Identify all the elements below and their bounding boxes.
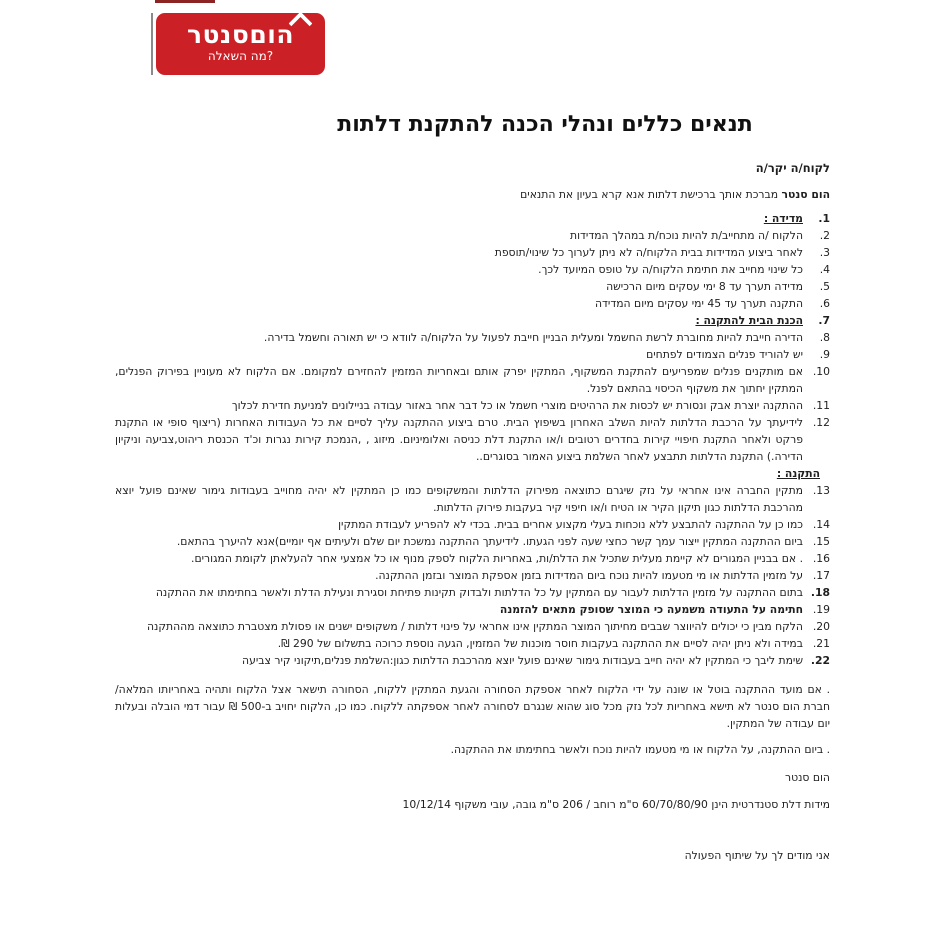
term-item-text: כמו כן על ההתקנה להתבצע ללא נוכחות בעלי מקצוע אחרים בבית. בכדי לא להפריע לעבודת המתקין [338, 518, 803, 531]
term-item-text: בתום ההתקנה על מזמין הדלתות לעבור עם המתקין על כל הדלתות ולבדוק תקינות פתיחת וסגירת ונעילת הדלת ולאשר בחתימתו את ההתקנה [155, 586, 803, 599]
closing-paragraph: . ביום ההתקנה, על הלקוח או מי מטעמו להיות נוכח ולאשר בחתימתו את ההתקנה. [450, 743, 830, 756]
page-title: תנאים כללים ונהלי הכנה להתקנת דלתות [337, 112, 753, 137]
intro-text: מברכת אותך ברכישת דלתות אנא קרא בעיון את התנאים [520, 188, 779, 201]
term-item-number: 16. [812, 552, 830, 565]
term-item-text: כל שינוי מחייב את חתימת הלקוח/ה על טופס המיועד לכך. [538, 263, 803, 276]
term-item-text: התקנה תערך עד 45 ימי עסקים מיום המדידה [594, 297, 803, 310]
greeting-line: לקוח/ה יקר/ה [755, 161, 830, 175]
term-item-number: 19. [812, 603, 830, 616]
term-item-text: הכנת הבית להתקנה : [695, 314, 803, 327]
logo-divider-line [151, 13, 153, 75]
intro-line [115, 186, 830, 203]
term-item-number: 6. [819, 297, 830, 310]
logo-brand-text: הוםסנטר [186, 20, 294, 49]
term-item-text: ביום ההתקנה המתקין ייצור עמך קשר כחצי שעה לפני הגעתו. לידיעתך ההתקנה נמשכת יום שלם ולעיתים אף יומיים)אנא להיערך בהתאם. [176, 535, 803, 548]
term-item-text: שימת ליבך כי המתקין לא יהיה חייב בעבודות גימור שאינם פועל יוצא מהרכבת הדלתות כגון:השלמת פנלים,תיקוני קיר צביעה [242, 654, 803, 667]
term-item [115, 346, 830, 363]
term-item-number: 13. [812, 484, 830, 497]
term-item-number: 14. [812, 518, 830, 531]
term-item-number: 15. [812, 535, 830, 548]
term-item-text: במידה ולא ניתן יהיה לסיים את ההתקנה בעקבות חוסר מוכנות של המזמין, הגעה נוספת כרוכה בתשלום של 290 ₪. [277, 637, 803, 650]
term-item-number: 10. [812, 365, 830, 378]
term-item-number: 22. [810, 654, 830, 667]
term-item [115, 652, 830, 669]
term-item [115, 601, 830, 618]
term-item-number: 12. [812, 416, 830, 429]
term-item-text: הלקוח /ה מתחייב/ת להיות נוכח/ת במהלך המדידות [569, 229, 803, 242]
term-item-number: 17. [812, 569, 830, 582]
term-item [115, 567, 830, 584]
term-item-number: 5. [819, 280, 830, 293]
term-item [115, 533, 830, 550]
term-item-text: לידיעתך על הרכבת הדלתות להיות השלב האחרון בשיפוץ הבית. טרם ביצוע ההתקנה עליך לסיים את כל העבודות האחרות (ריצוף סופי או התקנת פרקט ולאחר התקנת חיפויי קירות בחדרים רטובים ו/או התקנת דלת כניסה ואלומיניום. מיזוג , ,הנמכת קירות נגרות וכ'ד הכנסת ריהוט,צביעה וניקיון הדירה.) התקנת הדלתות תתבצע לאחר השלמת ביצוע האמור בסוגרים.. [115, 416, 803, 463]
term-item-text: הלקח מבין כי יכולים להיווצר שבבים מחיתוך המוצר המתקין אינו אחראי על פינוי דלתות / משקופים ישנים או פסולת מצטברת כתוצאה מההתקנה [146, 620, 803, 633]
term-item-text: . אם בבניין המגורים לא קיימת מעלית שתכיל את הדלת/ות, באחריות הלקוח לספק מנוף או כל אמצעי אחר להעלאתן לקומת המגורים. [191, 552, 803, 565]
term-item [115, 244, 830, 261]
term-item [115, 584, 830, 601]
door-dimensions-line: מידות דלת סטנדרטית הינן 60/70/80/90 ס"מ רוחב / 206 ס"מ גובה, עובי משקוף 10/12/14 [402, 798, 830, 811]
closing-paragraph: . אם מועד ההתקנה בוטל או שונה על ידי הלקוח לאחר אספקת הסחורה והגעת המתקין ללקוח, הסחורה תישאר אצל הלקוח ותהיה באחריותו המלאה/ חברת הום סנטר לא תישא באחריות לכל נזק מכל סוג שהוא שנגרם לסחורה לאחר אספקתה ללקוח. כמו כן, הלקוח יחויב ב-500 ₪ עבור דמי הובלה ובעלות יום עבודה של המתקין. [115, 683, 830, 730]
term-item [115, 363, 830, 397]
term-item-text: מדידה : [763, 212, 803, 225]
term-item [115, 312, 830, 329]
term-item [115, 618, 830, 635]
term-item [115, 635, 830, 652]
term-item-text: מתקין החברה אינו אחראי על נזק שיגרם כתוצאה מפירוק הדלתות והמשקופים כמו כן המתקין לא יהיה מחוייב בעבודות גימור שאינם פועל יוצא מהרכבת הדלתות כגון תיקון הקיר או הטיח ו/או חיפוי קיר בעקבות פירוק הדלתות. [115, 484, 803, 514]
thanks-line: אני מודים לך על שיתוף הפעולה [684, 849, 830, 862]
logo-tagline: מה השאלה? [207, 49, 274, 63]
term-item [115, 516, 830, 533]
term-item [115, 397, 830, 414]
term-item-number: 3. [819, 246, 830, 259]
terms-list [115, 210, 830, 669]
term-item [115, 329, 830, 346]
signoff-brand: הום סנטר [784, 771, 830, 784]
term-item-text: אם מותקנים פנלים שמפריעים להתקנת המשקוף, המתקין יפרק אותם ובאחריות המזמין להחזירם למקומם. אם הלקוח לא מעוניין בפירוק הפנלים, המתקין יחתוך את משקוף הכיסוי בהתאם לפנל. [115, 365, 803, 395]
term-item-number: 21. [812, 637, 830, 650]
term-item [115, 261, 830, 278]
closing-paragraphs [115, 681, 830, 758]
term-item-text: מדידה תערך עד 8 ימי עסקים מיום הרכישה [606, 280, 803, 293]
document-content [115, 106, 830, 864]
term-item-text: לאחר ביצוע המדידות בבית הלקוח/ה לא ניתן לערוך כל שינוי/תוספת [494, 246, 803, 259]
term-item-number: 9. [819, 348, 830, 361]
term-item [115, 227, 830, 244]
term-item-text: יש להוריד פנלים הצמודים לפתחים [646, 348, 803, 361]
term-item-text: ההתקנה יוצרת אבק ונסורת יש לכסות את הרהיטים מוצרי חשמל או כל דבר אחר באזור עבודה בניילונים למניעת חדירת לכלוך [231, 399, 803, 412]
section-header: התקנה : [776, 467, 820, 480]
term-item-text: הדירה חייבת להיות מחוברת לרשת החשמל ומעלית הבניין חייבת לפעול על הלקוח/ה לוודא כי יש תאורה וחשמל בדירה. [263, 331, 803, 344]
term-item-number: 4. [819, 263, 830, 276]
term-item [115, 550, 830, 567]
term-item-number: 1. [818, 212, 830, 225]
term-item-text: חתימה על התעודה משמעה כי המוצר שסופק מתאים להזמנה [499, 603, 803, 616]
term-item [115, 414, 830, 465]
top-edge-mark [155, 0, 215, 3]
homecenter-logo [156, 13, 325, 75]
term-item-number: 2. [819, 229, 830, 242]
term-item [115, 295, 830, 312]
term-item [115, 278, 830, 295]
term-item-number: 11. [812, 399, 830, 412]
term-item [115, 482, 830, 516]
term-item-number: 18. [810, 586, 830, 599]
term-item [115, 210, 830, 227]
intro-brand: הום סנטר [781, 188, 830, 201]
term-item-number: 20. [812, 620, 830, 633]
term-item-number: 8. [819, 331, 830, 344]
term-item-text: על מזמין הדלתות או מי מטעמו להיות נוכח ביום המדידות בזמן אספקת המוצר ובזמן ההתקנה. [375, 569, 803, 582]
term-item-number: 7. [818, 314, 830, 327]
